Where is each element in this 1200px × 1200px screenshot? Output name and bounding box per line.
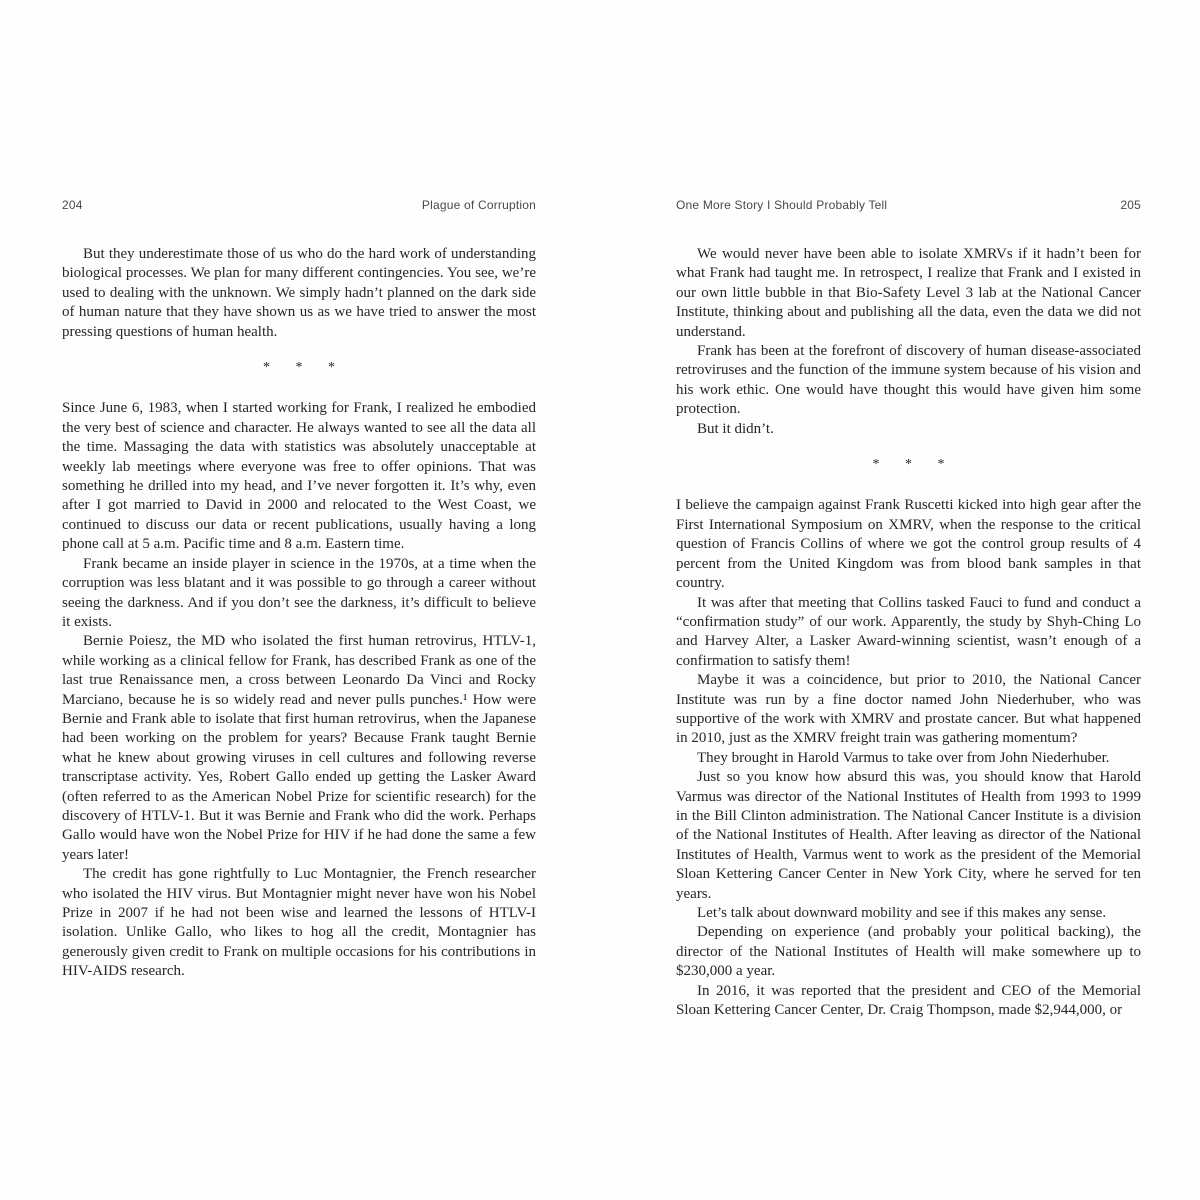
section-break-ornament: * * * <box>872 457 956 473</box>
paragraph: Frank became an inside player in science in the 1970s, at a time when the corruption was less blatant and it was possible to go through a career without seeing the darkness. And if you don’t see the darkness, it’s difficult to believe it exists. <box>62 555 536 630</box>
left-page-running-header <box>62 198 536 212</box>
paragraph: They brought in Harold Varmus to take over from John Niederhuber. <box>697 749 1110 766</box>
page-number-left: 204 <box>62 198 83 212</box>
running-head-chapter-title: One More Story I Should Probably Tell <box>676 198 888 212</box>
paragraph: Just so you know how absurd this was, you should know that Harold Varmus was director of the National Institutes of Health from 1993 to 1999 in the Bill Clinton administration. The National Cancer Institute is a division of the National Institutes of Health. After leaving as director of the National Institutes of Health, Varmus went to work as the president of the Memorial Sloan Kettering Cancer Center in New York City, where he served for ten years. <box>676 769 1141 902</box>
paragraph: I believe the campaign against Frank Ruscetti kicked into high gear after the First International Symposium on XMRV, when the response to the critical question of Francis Collins of where we got the control group results of 4 percent from the United Kingdom was from blood bank samples in that country. <box>676 497 1141 592</box>
paragraph: Since June 6, 1983, when I started working for Frank, I realized he embodied the very best of science and character. He always wanted to see all the data all the time. Massaging the data with statistics was absolutely unacceptable at weekly lab meetings where everyone was free to offer opinions. That was something he drilled into my head, and I’ve never forgotten it. It’s why, even after I got married to David in 2000 and relocated to the West Coast, we continued to discuss our data or recent publications, usually having a long phone call at 5 a.m. Pacific time and 8 a.m. Eastern time. <box>62 400 536 553</box>
paragraph: We would never have been able to isolate XMRVs if it hadn’t been for what Frank had taught me. In retrospect, I realize that Frank and I existed in our own little bubble in that Bio-Safety Level 3 lab at the National Cancer Institute, thinking about and publishing all the data, even the data we did not understand. <box>676 246 1141 340</box>
running-head-book-title: Plague of Corruption <box>421 198 536 212</box>
paragraph: Let’s talk about downward mobility and see if this makes any sense. <box>697 905 1107 921</box>
right-page <box>676 198 1141 1020</box>
paragraph: The credit has gone rightfully to Luc Montagnier, the French researcher who isolated the HIV virus. But Montagnier might never have won his Nobel Prize in 2007 if he had not been wise and learned the lessons of HTLV-I isolation. Unlike Gallo, who likes to hog all the credit, Montagnier has generously given credit to Frank on multiple occasions for his contributions in HIV-AIDS research. <box>62 866 536 980</box>
paragraph: Frank has been at the forefront of discovery of human disease-associated retroviruses and the function of the immune system because of his vision and his work ethic. One would have thought this would have given him some protection. <box>676 343 1141 418</box>
paragraph: Maybe it was a coincidence, but prior to 2010, the National Cancer Institute was run by a fine doctor named John Niederhuber, who was supportive of the work with XMRV and prostate cancer. But what happened in 2010, just as the XMRV freight train was gathering momentum? <box>676 672 1141 747</box>
right-page-body <box>676 245 1141 1020</box>
paragraph: But it didn’t. <box>697 420 774 437</box>
paragraph: But they underestimate those of us who do the hard work of understanding biological processes. We plan for many different contingencies. You see, we’re used to dealing with the unknown. We simply hadn’t planned on the dark side of human nature that they have shown us as we have tried to answer the most pressing questions of human health. <box>62 246 536 340</box>
page-number-right: 205 <box>1120 198 1141 212</box>
left-page <box>62 198 536 982</box>
paragraph: Bernie Poiesz, the MD who isolated the first human retrovirus, HTLV-1, while working as a clinical fellow for Frank, has described Frank as one of the last true Renaissance men, a cross between Leonardo Da Vinci and Rocky Marciano, because he is so widely read and never pulls punches.¹ How were Bernie and Frank able to isolate that first human retrovirus, when the Japanese had been working on the problem for years? Because Frank taught Bernie what he knew about growing viruses in cell cultures and following reverse transcriptase activity. Yes, Robert Gallo ended up getting the Lasker Award (often referred to as the American Nobel Prize for scientific research) for the discovery of HTLV-1. But it was Bernie and Frank who did the work. Perhaps Gallo would have won the Nobel Prize for HIV if he had done the same a few years later! <box>62 633 536 863</box>
paragraph: It was after that meeting that Collins tasked Fauci to fund and conduct a “confirmation study” of our work. Apparently, the study by Shyh-Ching Lo and Harvey Alter, a Lasker Award-winning scientist, wasn’t enough of a confirmation to satisfy them! <box>676 594 1141 669</box>
left-page-body <box>62 245 536 982</box>
right-page-running-header <box>676 198 1141 212</box>
paragraph: In 2016, it was reported that the president and CEO of the Memorial Sloan Kettering Cancer Center, Dr. Craig Thompson, made $2,944,000, or <box>676 982 1141 1019</box>
paragraph: Depending on experience (and probably your political backing), the director of the National Institutes of Health will make somewhere up to $230,000 a year. <box>676 924 1141 980</box>
section-break-ornament: * * * <box>263 360 346 376</box>
